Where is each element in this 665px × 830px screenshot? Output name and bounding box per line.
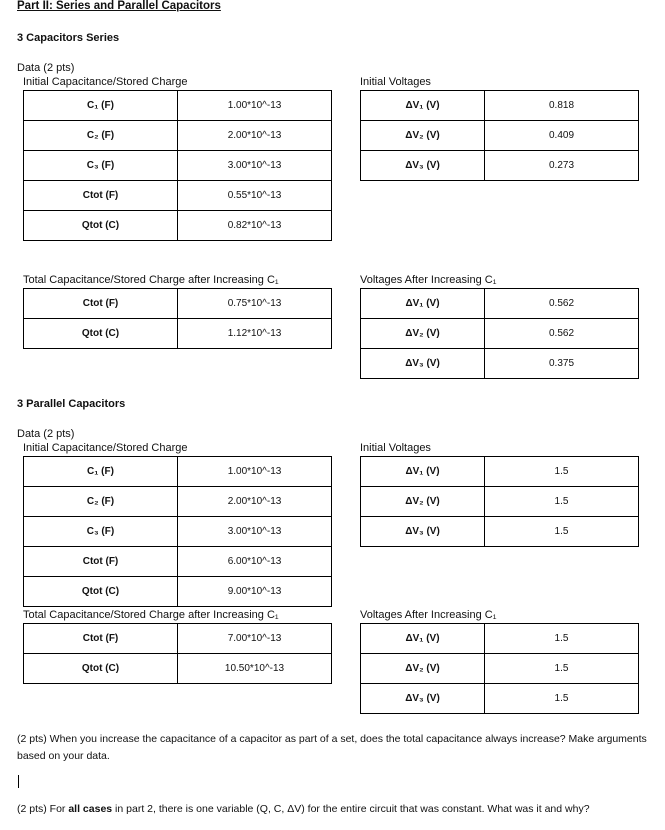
table-row <box>361 151 639 181</box>
value-cell: 0.409 <box>485 121 639 151</box>
value-cell: 2.00*10^-13 <box>178 487 332 517</box>
value-cell: 1.5 <box>485 457 639 487</box>
value-cell: 6.00*10^-13 <box>178 547 332 577</box>
parallel-voltages-table <box>360 456 639 547</box>
label-cell: ΔV₃ (V) <box>361 517 485 547</box>
value-cell: 1.5 <box>485 624 639 654</box>
table-row <box>361 624 639 654</box>
label-cell: Qtot (C) <box>24 654 178 684</box>
label-cell: ΔV₁ (V) <box>361 289 485 319</box>
series-initial-caption: Initial Capacitance/Stored Charge <box>23 76 188 88</box>
label-cell: ΔV₂ (V) <box>361 121 485 151</box>
value-cell: 0.55*10^-13 <box>178 181 332 211</box>
label-cell: ΔV₃ (V) <box>361 684 485 714</box>
value-cell: 1.00*10^-13 <box>178 457 332 487</box>
table-row <box>24 547 332 577</box>
table-row <box>361 289 639 319</box>
value-cell: 10.50*10^-13 <box>178 654 332 684</box>
value-cell: 1.5 <box>485 517 639 547</box>
label-cell: ΔV₂ (V) <box>361 487 485 517</box>
parallel-after-voltages-table <box>360 623 639 714</box>
value-cell: 0.273 <box>485 151 639 181</box>
table-row <box>361 319 639 349</box>
value-cell: 0.375 <box>485 349 639 379</box>
label-cell: ΔV₃ (V) <box>361 151 485 181</box>
question-2-suffix: in part 2, there is one variable (Q, C, ΔV) for the entire circuit that was constant. What was it and why? <box>112 803 590 815</box>
label-cell: C₁ (F) <box>24 91 178 121</box>
value-cell: 3.00*10^-13 <box>178 517 332 547</box>
parallel-after-voltages-caption: Voltages After Increasing C₁ <box>360 609 497 621</box>
value-cell: 1.5 <box>485 487 639 517</box>
table-row <box>24 91 332 121</box>
table-row <box>24 487 332 517</box>
value-cell: 2.00*10^-13 <box>178 121 332 151</box>
label-cell: ΔV₃ (V) <box>361 349 485 379</box>
value-cell: 0.75*10^-13 <box>178 289 332 319</box>
label-cell: ΔV₂ (V) <box>361 654 485 684</box>
table-row <box>361 121 639 151</box>
label-cell: Qtot (C) <box>24 577 178 607</box>
page-title: Part II: Series and Parallel Capacitors <box>17 0 221 12</box>
label-cell: ΔV₁ (V) <box>361 91 485 121</box>
label-cell: Ctot (F) <box>24 289 178 319</box>
label-cell: ΔV₁ (V) <box>361 624 485 654</box>
label-cell: Qtot (C) <box>24 211 178 241</box>
table-row <box>24 624 332 654</box>
table-row <box>24 517 332 547</box>
value-cell: 7.00*10^-13 <box>178 624 332 654</box>
value-cell: 0.818 <box>485 91 639 121</box>
table-row <box>24 211 332 241</box>
parallel-after-caption: Total Capacitance/Stored Charge after Increasing C₁ <box>23 609 279 621</box>
question-2 <box>17 801 647 818</box>
question-2-emphasis: all cases <box>68 803 113 815</box>
table-row <box>361 654 639 684</box>
question-1: (2 pts) When you increase the capacitance of a capacitor as part of a set, does the total capacitance always increase? Make arguments based on your data. <box>17 733 647 762</box>
series-data-label: Data (2 pts) <box>17 62 75 74</box>
value-cell: 1.5 <box>485 654 639 684</box>
table-row <box>24 577 332 607</box>
value-cell: 1.12*10^-13 <box>178 319 332 349</box>
table-row <box>24 151 332 181</box>
question-2-prefix: (2 pts) For <box>17 803 69 815</box>
table-row <box>24 181 332 211</box>
text-cursor[interactable] <box>18 775 19 788</box>
value-cell: 1.00*10^-13 <box>178 91 332 121</box>
parallel-data-label: Data (2 pts) <box>17 428 75 440</box>
label-cell: ΔV₂ (V) <box>361 319 485 349</box>
label-cell: Qtot (C) <box>24 319 178 349</box>
table-row <box>361 487 639 517</box>
label-cell: Ctot (F) <box>24 624 178 654</box>
table-row <box>361 684 639 714</box>
value-cell: 9.00*10^-13 <box>178 577 332 607</box>
label-cell: C₂ (F) <box>24 487 178 517</box>
value-cell: 3.00*10^-13 <box>178 151 332 181</box>
series-after-voltages-caption: Voltages After Increasing C₁ <box>360 274 497 286</box>
series-after-voltages-table <box>360 288 639 379</box>
parallel-initial-caption: Initial Capacitance/Stored Charge <box>23 442 188 454</box>
value-cell: 1.5 <box>485 684 639 714</box>
label-cell: C₂ (F) <box>24 121 178 151</box>
label-cell: Ctot (F) <box>24 181 178 211</box>
parallel-voltages-caption: Initial Voltages <box>360 442 431 454</box>
value-cell: 0.562 <box>485 289 639 319</box>
table-row <box>361 349 639 379</box>
parallel-heading: 3 Parallel Capacitors <box>17 398 126 410</box>
label-cell: C₃ (F) <box>24 517 178 547</box>
table-row <box>24 121 332 151</box>
series-after-table <box>23 288 332 349</box>
series-initial-table <box>23 90 332 241</box>
label-cell: C₃ (F) <box>24 151 178 181</box>
label-cell: C₁ (F) <box>24 457 178 487</box>
series-after-caption: Total Capacitance/Stored Charge after Increasing C₁ <box>23 274 279 286</box>
table-row <box>361 457 639 487</box>
table-row <box>24 289 332 319</box>
series-voltages-caption: Initial Voltages <box>360 76 431 88</box>
series-voltages-table <box>360 90 639 181</box>
table-row <box>24 654 332 684</box>
table-row <box>24 319 332 349</box>
label-cell: Ctot (F) <box>24 547 178 577</box>
label-cell: ΔV₁ (V) <box>361 457 485 487</box>
table-row <box>361 91 639 121</box>
parallel-initial-table <box>23 456 332 607</box>
table-row <box>361 517 639 547</box>
series-heading: 3 Capacitors Series <box>17 32 120 44</box>
table-row <box>24 457 332 487</box>
parallel-after-table <box>23 623 332 684</box>
value-cell: 0.562 <box>485 319 639 349</box>
value-cell: 0.82*10^-13 <box>178 211 332 241</box>
